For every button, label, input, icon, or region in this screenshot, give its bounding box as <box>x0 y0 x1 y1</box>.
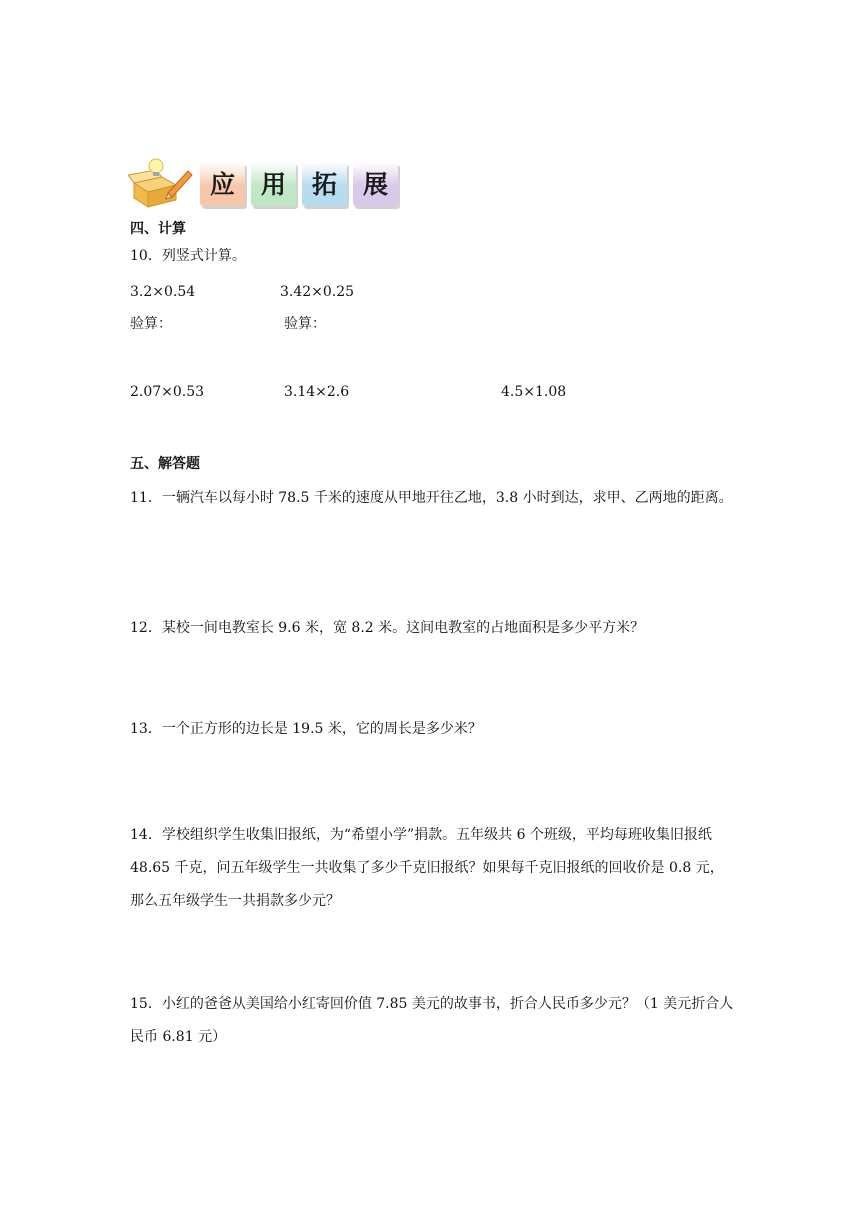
check-label-1: 验算： <box>130 316 172 332</box>
section-4-heading: 四、计算 <box>130 221 186 237</box>
expression-3: 2.07×0.53 <box>130 384 205 400</box>
lightbulb-box-icon <box>128 157 194 211</box>
expression-2: 3.42×0.25 <box>280 284 355 300</box>
banner-tile-2 <box>251 162 296 206</box>
expression-4: 3.14×2.6 <box>284 384 350 400</box>
banner-char-3: 拓 <box>311 170 337 199</box>
question-11: 11．一辆汽车以每小时 78.5 千米的速度从甲地开往乙地，3.8 小时到达，求甲、乙两地的距离。 <box>130 490 733 506</box>
question-14: 14．学校组织学生收集旧报纸，为“希望小学”捐款。五年级共 6 个班级，平均每班收集旧报纸 48.65 千克，问五年级学生一共收集了多少千克旧报纸？如果每千克旧报纸的回收价是 0.8 元，那么五年级学生一共捐款多少元？ <box>130 827 724 909</box>
question-13: 13．一个正方形的边长是 19.5 米，它的周长是多少米？ <box>130 721 482 737</box>
banner-char-1: 应 <box>209 170 235 199</box>
question-12: 12．某校一间电教室长 9.6 米，宽 8.2 米。这间电教室的占地面积是多少平方米？ <box>130 620 645 636</box>
question-10-prompt: 10．列竖式计算。 <box>130 248 246 264</box>
banner-char-4: 展 <box>362 170 388 199</box>
question-15: 15．小红的爸爸从美国给小红寄回价值 7.85 美元的故事书，折合人民币多少元？（1 美元折合人民币 6.81 元） <box>130 996 734 1045</box>
banner-tile-1 <box>200 162 245 206</box>
banner-tile-4 <box>353 162 398 206</box>
banner-char-2: 用 <box>260 170 286 199</box>
check-label-2: 验算： <box>284 316 326 332</box>
section-5-heading: 五、解答题 <box>130 456 200 472</box>
expression-5: 4.5×1.08 <box>501 384 567 400</box>
expression-1: 3.2×0.54 <box>130 284 196 300</box>
banner-tile-3 <box>302 162 347 206</box>
section-banner <box>128 157 418 211</box>
